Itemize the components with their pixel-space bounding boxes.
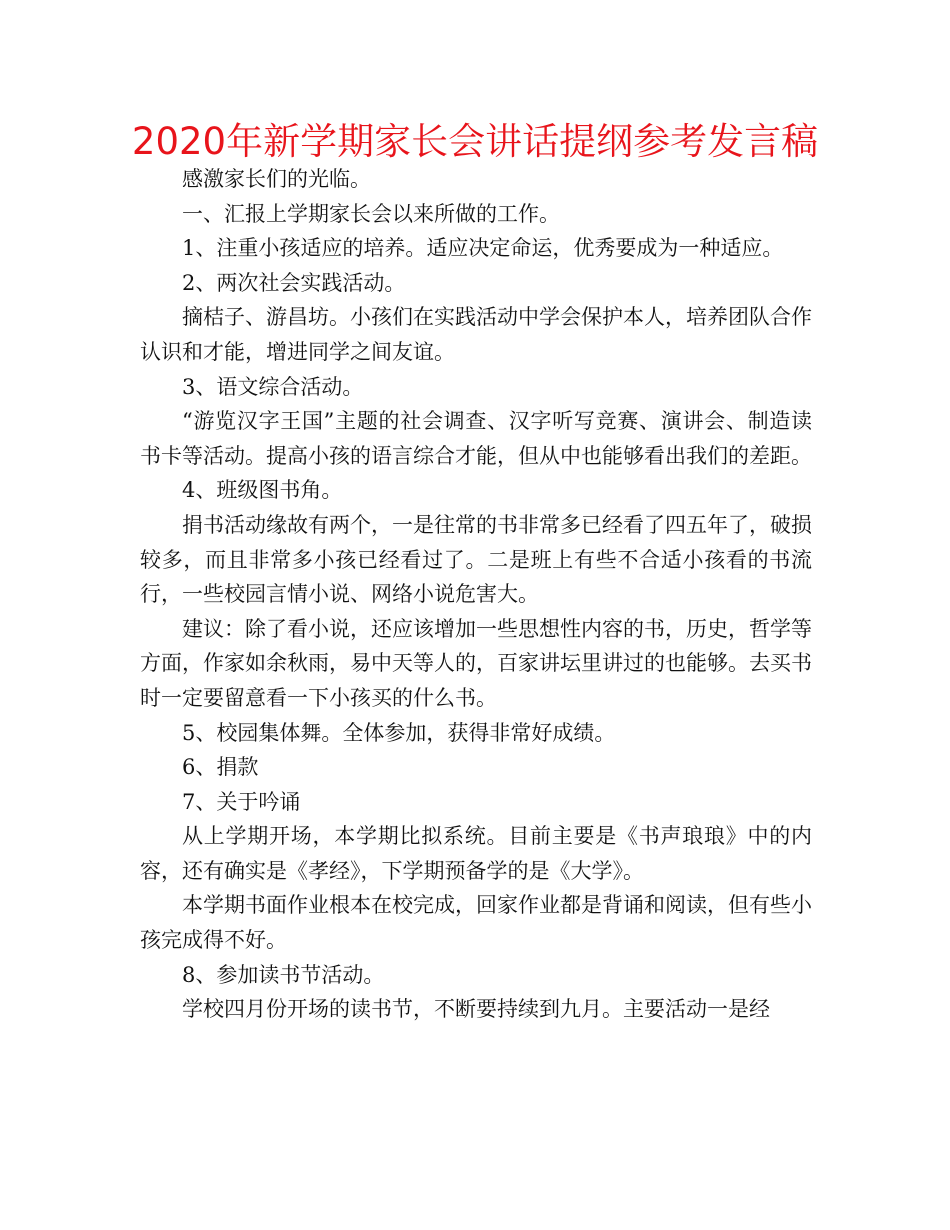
paragraph: 建议：除了看小说，还应该增加一些思想性内容的书，历史，哲学等方面，作家如余秋雨，易中天等人的，百家讲坛里讲过的也能够。去买书时一定要留意看一下小孩买的什么书。 (140, 616, 812, 710)
paragraph: 摘桔子、游昌坊。小孩们在实践活动中学会保护本人，培养团队合作认识和才能，增进同学之间友谊。 (140, 305, 812, 364)
paragraph: 7、关于吟诵 (182, 789, 301, 814)
paragraph: 感激家长们的光临。 (182, 167, 371, 191)
paragraph: 捐书活动缘故有两个，一是往常的书非常多已经看了四五年了，破损较多，而且非常多小孩已经看过了。二是班上有些不合适小孩看的书流行，一些校园言情小说、网络小说危害大。 (140, 512, 812, 607)
paragraph: 学校四月份开场的读书节，不断要持续到九月。主要活动一是经 (182, 997, 770, 1022)
paragraph: 8、参加读书节活动。 (182, 962, 385, 987)
document-body (140, 162, 812, 1027)
paragraph: 6、捐款 (182, 755, 259, 780)
paragraph: 一、汇报上学期家长会以来所做的工作。 (182, 201, 560, 226)
paragraph: 1、注重小孩适应的培养。适应决定命运，优秀要成为一种适应。 (182, 236, 784, 261)
paragraph: 本学期书面作业根本在校完成，回家作业都是背诵和阅读，但有些小孩完成得不好。 (140, 893, 812, 953)
paragraph: 3、语文综合活动。 (182, 374, 364, 399)
paragraph: “游览汉字王国”主题的社会调查、汉字听写竞赛、演讲会、制造读书卡等活动。提高小孩的语言综合才能，但从中也能够看出我们的差距。 (140, 409, 812, 468)
paragraph: 2、两次社会实践活动。 (182, 270, 406, 295)
document-title: 2020年新学期家长会讲话提纲参考发言稿 (131, 120, 819, 163)
paragraph: 从上学期开场，本学期比拟系统。目前主要是《书声琅琅》中的内容，还有确实是《孝经》，下学期预备学的是《大学》。 (140, 824, 812, 883)
paragraph: 5、校园集体舞。全体参加，获得非常好成绩。 (182, 720, 616, 745)
paragraph: 4、班级图书角。 (182, 478, 343, 503)
